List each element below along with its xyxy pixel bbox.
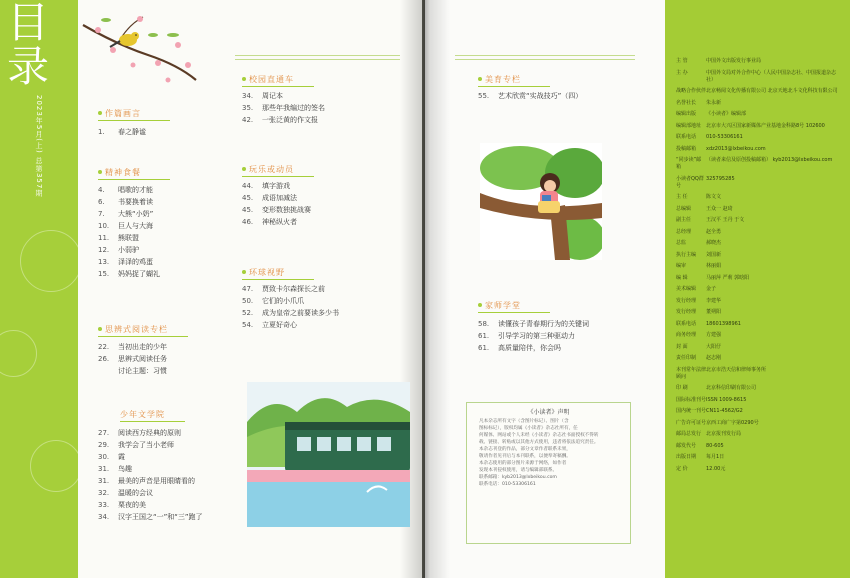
masthead-label: 总监 (676, 240, 687, 246)
toc-item[interactable]: 讨论主题：习惯 (118, 367, 167, 375)
masthead-value: 中国外文局对外合作中心（人民中国杂志社、中国报道杂志社） (706, 69, 837, 83)
masthead-value: 王众一 赵琦 (706, 205, 733, 212)
masthead-label: 主 管 (676, 58, 688, 64)
toc-item[interactable]: 32. 温暖的会议 (98, 489, 153, 497)
toc-section (120, 407, 185, 422)
masthead-value: 刘国新 (706, 251, 722, 258)
masthead-label: 本刊常年法律顾问 (676, 366, 707, 380)
masthead-row (676, 100, 841, 107)
toc-item[interactable]: 45. 变形数独挑战赛 (242, 206, 311, 214)
toc-item[interactable]: 4. 唱歌的才能 (98, 186, 153, 194)
toc-section (98, 322, 188, 377)
masthead-value: CN11-4562/G2 (706, 408, 743, 414)
masthead-label: 商务经理 (676, 332, 697, 338)
toc-item[interactable]: 26. 思辨式阅读任务 (98, 355, 167, 363)
header-rule (455, 55, 635, 56)
masthead-label: 联系电话 (676, 320, 697, 327)
masthead-label: 总经理 (676, 228, 692, 235)
masthead-value: 李建华 (706, 297, 722, 304)
toc-section (242, 72, 325, 126)
toc-item[interactable]: 10. 巨人与大海 (98, 222, 153, 230)
masthead-label: 邮发代号 (676, 442, 697, 449)
masthead-value: 陈文文 (706, 194, 722, 200)
toc-item[interactable]: 50. 它们的小爪爪 (242, 297, 304, 305)
toc-item[interactable]: 34. 汉字王国之“一”和“三”跑了 (98, 513, 203, 521)
masthead-value: 赵全勇 (706, 228, 722, 235)
masthead-label: 国际标准刊号 (676, 396, 707, 403)
masthead-row (676, 206, 841, 213)
masthead-label: 出版日期 (676, 454, 697, 460)
masthead-credits (676, 58, 841, 477)
masthead-label: “同步读”邮箱 (676, 157, 702, 170)
masthead-label: 发行经理 (676, 297, 697, 304)
masthead-label: 美术编辑 (676, 286, 697, 292)
masthead-value: 010-53306161 (706, 134, 743, 140)
toc-item[interactable]: 47. 贾致卡尔森探长之前 (242, 285, 325, 293)
masthead-label: 总编辑 (676, 205, 692, 212)
toc-item[interactable]: 44. 填字游戏 (242, 182, 290, 190)
masthead-row (676, 134, 841, 141)
girl-reading-tree-illustration (480, 143, 602, 260)
masthead-label: 发行经理 (676, 309, 697, 315)
masthead-label: 投稿邮箱 (676, 145, 697, 152)
toc-section (98, 106, 170, 138)
toc-item[interactable]: 54. 立夏好奇心 (242, 321, 297, 329)
masthead-row (676, 217, 841, 224)
toc-item[interactable]: 52. 成为皇帝之前要读多少书 (242, 309, 339, 317)
masthead-label: 责任印制 (676, 355, 697, 361)
toc-item[interactable]: 55. 艺术欣赏“实战技巧”（四） (478, 92, 583, 100)
section-title: 家师学堂 (485, 300, 521, 310)
masthead-value: 北京报刊发行局 (706, 431, 742, 437)
masthead-row (676, 157, 841, 171)
masthead-value: 《小读者》编辑部 (706, 111, 747, 117)
masthead-label: 主 办 (676, 69, 688, 76)
masthead-value: 北京畅阅文化传播有限公司 北京天地北斗文化科技有限公司 (706, 88, 838, 94)
masthead-row (676, 88, 841, 95)
masthead-value: 赵志刚 (706, 355, 722, 361)
masthead-value: （读者来信及原创投稿邮箱） kyb2013@lxbeikou.com (706, 157, 833, 163)
toc-item[interactable]: 58. 读懂孩子青春期行为的关键词 (478, 320, 589, 328)
masthead-row (676, 332, 841, 339)
masthead-label: 广告许可证号 (676, 419, 707, 426)
issue-date-vertical: 2023年5月(上) 总第357期 (35, 95, 43, 198)
masthead-label: 战略合作伙伴 (676, 88, 707, 94)
toc-item[interactable]: 29. 我学会了当小老师 (98, 441, 174, 449)
masthead-label: 联系电话 (676, 134, 697, 140)
masthead-row (676, 385, 841, 392)
masthead-value: xdz2013@lxbeikou.com (706, 145, 766, 152)
toc-item[interactable]: 35. 那些年我编过的签名 (242, 104, 325, 112)
toc-item[interactable]: 34. 周记本 (242, 92, 283, 100)
masthead-label: 编 辑 (676, 274, 688, 281)
masthead-value: 林丽娟 (706, 263, 722, 269)
masthead-row (676, 321, 841, 328)
masthead-value: 金子 (706, 286, 717, 292)
masthead-label: 主 任 (676, 194, 688, 200)
toc-section (478, 72, 582, 102)
masthead-row (676, 176, 841, 190)
toc-item[interactable]: 27. 阅读西方经典的原则 (98, 429, 181, 437)
header-rule (235, 55, 400, 56)
toc-item[interactable]: 61. 引导学习的第三种驱动力 (478, 332, 575, 340)
section-title: 环球视野 (249, 267, 285, 277)
masthead-value: 12.00元 (706, 465, 726, 472)
masthead-value: 中国外文出版发行事业局 (706, 58, 762, 64)
header-rule (455, 59, 635, 60)
section-title: 少年文学院 (120, 409, 165, 419)
masthead-row (676, 443, 841, 450)
masthead-row (676, 397, 841, 404)
masthead-value: 北京市浩天信和律师事务所 (706, 366, 767, 373)
toc-item[interactable]: 42. 一张泛黄的作文报 (242, 116, 318, 124)
notice-body: 凡本杂志所有文字（含图片标记）、图片（含 图标标记），版权均属《小读者》杂志社所有，任 何媒体、网站或个人未经《小读者》杂志社书面授权不得转 载、链接、转贴或以其他方式使用，违者将依法追究责任。 本杂志刊登的作品，部分文章作者联系未果， 敬请作者见刊后与本刊联系，以便奉寄稿酬。 本杂志使用的部分图片来源于网络，如作者 发现本刊侵权使用，请与编辑部联系。 联系邮箱：kyb2013@lxbeikou.com 联系电话：010-53306161 (479, 419, 599, 487)
masthead-label: 编审 (676, 263, 687, 269)
toc-item[interactable]: 1. 春之静谧 (98, 128, 146, 136)
section-title: 校园直通车 (249, 74, 294, 84)
masthead-value: 马丽萍 严莉 郭晗阳 (706, 274, 750, 281)
masthead-row (676, 355, 841, 362)
masthead-row (676, 111, 841, 118)
masthead-row (676, 420, 841, 427)
header-rule (235, 59, 400, 60)
toc-item[interactable]: 12. 小弱驴 (98, 246, 139, 254)
copyright-notice (466, 402, 631, 544)
toc-section (98, 165, 170, 280)
toc-item[interactable]: 13. 泽泽的鸡蛋 (98, 258, 153, 266)
toc-items-block (98, 427, 203, 523)
masthead-value: 北京科信印刷有限公司 (706, 385, 757, 391)
toc-item[interactable]: 45. 成语加减法 (242, 194, 297, 202)
masthead-label: 国内统一刊号 (676, 408, 707, 414)
masthead-row (676, 58, 841, 65)
masthead-label: 小读者QQ群号 (676, 175, 704, 189)
masthead-label: 邮局总发行 (676, 431, 702, 437)
masthead-value: 方建强 (706, 332, 722, 338)
toc-title: 目录 (1, 0, 50, 88)
masthead-row (676, 367, 841, 381)
toc-item[interactable]: 11. 熊联盟 (98, 234, 139, 242)
section-title: 美育专栏 (485, 74, 521, 84)
masthead-row (676, 123, 841, 130)
left-green-band (0, 0, 78, 578)
masthead-row (676, 252, 841, 259)
masthead-row (676, 298, 841, 305)
masthead-value: 朱永新 (706, 99, 722, 106)
section-title: 思辨式阅读专栏 (105, 324, 168, 334)
toc-item[interactable]: 33. 栗夜的美 (98, 501, 146, 509)
masthead-value: 北京市大兴区国家新媒体产业基地金科路8号 102600 (706, 122, 825, 129)
masthead-row (676, 240, 841, 247)
masthead-value: 每月1日 (706, 454, 725, 460)
masthead-label: 编辑出版 (676, 111, 697, 117)
masthead-value: 大阳仔 (706, 343, 722, 350)
notice-title: 《小读者》声明 (527, 409, 570, 416)
masthead-label: 执行主编 (676, 251, 697, 258)
masthead-row (676, 229, 841, 236)
masthead-value: 京西工商广字第0290号 (706, 419, 759, 426)
masthead-value: 325795285 (706, 175, 735, 182)
masthead-row (676, 344, 841, 351)
train-landscape-illustration (247, 382, 410, 527)
masthead-row (676, 309, 841, 316)
masthead-row (676, 263, 841, 270)
masthead-value: 18601398961 (706, 320, 741, 327)
toc-item[interactable]: 46. 神秘纵火者 (242, 218, 297, 226)
toc-section (242, 265, 339, 331)
toc-item[interactable]: 61. 高质量陪伴，你会吗 (478, 344, 561, 352)
section-title: 玩乐或动员 (249, 164, 294, 174)
toc-item[interactable]: 31. 最美的声音是用眼睛看的 (98, 477, 195, 485)
toc-item[interactable]: 22. 当初出走的少年 (98, 343, 167, 351)
masthead-row (676, 275, 841, 282)
masthead-label: 编辑部地址 (676, 122, 702, 129)
masthead-value: 郝晓杰 (706, 240, 722, 246)
masthead-label: 定 价 (676, 465, 688, 472)
masthead-row (676, 466, 841, 473)
masthead-row (676, 70, 841, 84)
toc-item[interactable]: 6. 书要换着读 (98, 198, 153, 206)
toc-section (242, 162, 314, 228)
masthead-row (676, 286, 841, 293)
toc-item[interactable]: 30. 霞 (98, 453, 125, 461)
masthead-label: 印 刷 (676, 385, 688, 391)
masthead-row (676, 408, 841, 415)
masthead-value: 王汉平 王丹 于文 (706, 217, 745, 223)
masthead-label: 名誉社长 (676, 99, 697, 106)
toc-item[interactable]: 15. 妈妈捉了蝴礼 (98, 270, 160, 278)
masthead-row (676, 146, 841, 153)
masthead-value: 董朔阳 (706, 309, 722, 315)
masthead-value: 80-605 (706, 442, 724, 449)
toc-item[interactable]: 7. 大熊“小奶” (98, 210, 154, 218)
bird-branch-illustration (78, 5, 198, 95)
section-title: 作篇画言 (105, 108, 141, 118)
masthead-label: 封 面 (676, 343, 688, 350)
masthead-row (676, 454, 841, 461)
masthead-label: 副主任 (676, 217, 692, 223)
masthead-row (676, 194, 841, 201)
masthead-value: ISSN 1009-8615 (706, 396, 747, 403)
section-title: 精神食餐 (105, 167, 141, 177)
toc-item[interactable]: 31. 鸟趣 (98, 465, 132, 473)
toc-section (478, 298, 589, 354)
masthead-row (676, 431, 841, 438)
